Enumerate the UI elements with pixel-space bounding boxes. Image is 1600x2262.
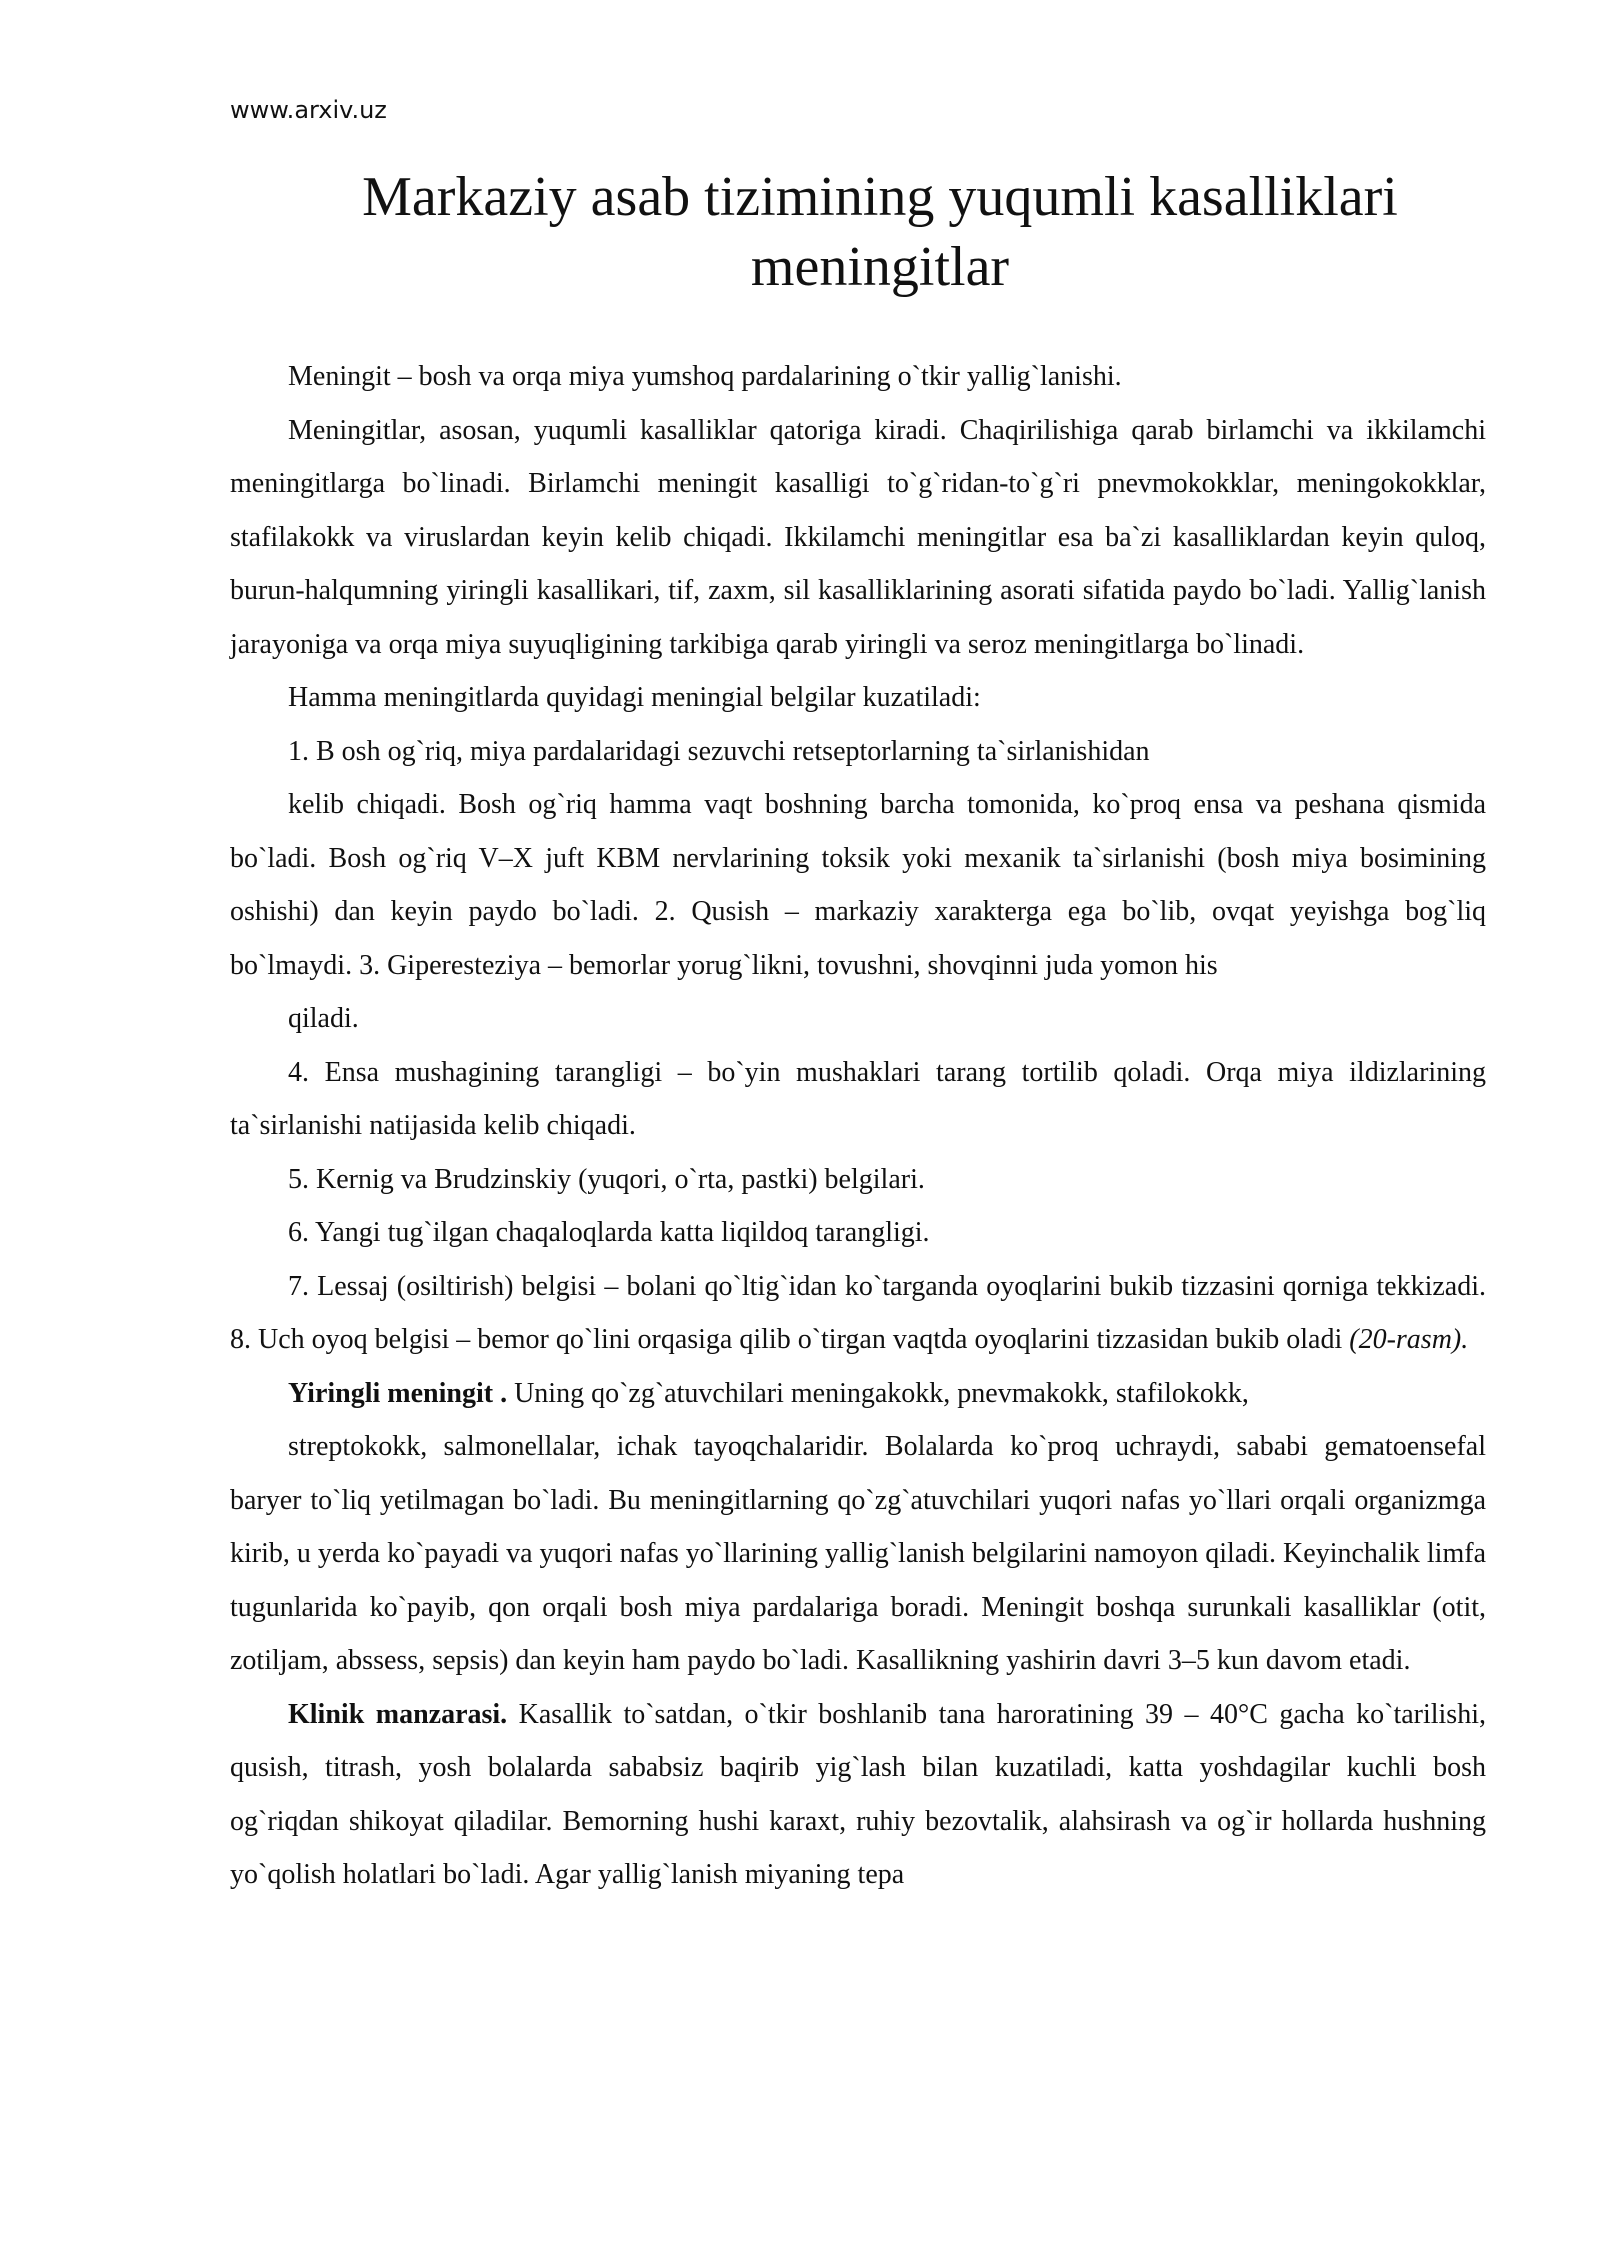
- paragraph: qiladi.: [288, 1003, 359, 1034]
- paragraph: [230, 1688, 1486, 1902]
- site-header: www.arxiv.uz: [230, 96, 387, 124]
- paragraph-text: Kasallik to`satdan, o`tkir boshlanib tana haroratining 39 – 40°C gacha ko`tarilishi, qusish, titrash, yosh bolalarda sababsiz baqirib yig`lash bilan kuzatiladi, katta yoshdagilar kuchli bosh og`riqdan shikoyat qiladilar. Bemorning hushi karaxt, ruhiy bezovtalik, alahsirash va og`ir hollarda hushning yo`qolish holatlari bo`ladi. Agar yallig`lanish miyaning tepa: [230, 1698, 1486, 1890]
- section-heading: Yiringli meningit .: [288, 1377, 508, 1409]
- paragraph: Hamma meningitlarda quyidagi meningial belgilar kuzatiladi:: [288, 682, 981, 713]
- list-item: 4. Ensa mushagining tarangligi – bo`yin mushaklari tarang tortilib qoladi. Orqa miya ildizlarining ta`sirlanishi natijasida kelib chiqadi.: [230, 1056, 1486, 1141]
- paragraph-text: Uning qo`zg`atuvchilari meningakokk, pnevmakokk, stafilokokk,: [514, 1377, 1249, 1409]
- list-item: 5. Kernig va Brudzinskiy (yuqori, o`rta, pastki) belgilari.: [288, 1163, 925, 1195]
- paragraph: [230, 1367, 1486, 1421]
- paragraph: Meningitlar, asosan, yuqumli kasalliklar qatoriga kiradi. Chaqirilishiga qarab birlamchi va ikkilamchi meningitlarga bo`linadi. Birlamchi meningit kasalligi to`g`ridan-to`g`ri pnevmokokklar, meningokokklar, stafilakokk va viruslardan keyin kelib chiqadi. Ikkilamchi meningitlar esa ba`zi kasalliklardan keyin quloq, burun-halqumning yiringli kasallikari, tif, zaxm, sil kasalliklarining asorati sifatida paydo bo`ladi. Yallig`lanish jarayoniga va orqa miya suyuqligining tarkibiga qarab yiringli va seroz meningitlarga bo`linadi.: [230, 414, 1486, 660]
- list-item: 1. B osh og`riq, miya pardalaridagi sezuvchi retseptorlarning ta`sirlanishidan: [288, 735, 1150, 767]
- list-item: 6. Yangi tug`ilgan chaqaloqlarda katta liqildoq tarangligi.: [288, 1217, 930, 1248]
- list-item: [230, 1260, 1486, 1367]
- document-title: Markaziy asab tizimining yuqumli kasalliklari meningitlar: [362, 166, 1398, 298]
- figure-reference: (20-rasm).: [1349, 1324, 1469, 1355]
- paragraph: kelib chiqadi. Bosh og`riq hamma vaqt boshning barcha tomonida, ko`proq ensa va peshana qismida bo`ladi. Bosh og`riq V–X juft KBM nervlarining toksik yoki mexanik ta`sirlanishi (bosh miya bosimining oshishi) dan keyin paydo bo`ladi. 2. Qusish – markaziy xarakterga ega bo`lib, ovqat yeyishga bog`liq bo`lmaydi. 3. Giperesteziya – bemorlar yorug`likni, tovushni, shovqinni juda yomon his: [230, 789, 1486, 981]
- list-item-text: 7. Lessaj (osiltirish) belgisi – bolani qo`ltig`idan ko`targanda oyoqlarini bukib tizzasini qorniga tekkizadi. 8. Uch oyoq belgisi – bemor qo`lini orqasiga qilib o`tirgan vaqtda oyoqlarini tizzasidan bukib oladi: [230, 1270, 1486, 1355]
- paragraph: Meningit – bosh va orqa miya yumshoq pardalarining o`tkir yallig`lanishi.: [288, 361, 1122, 392]
- paragraph: streptokokk, salmonellalar, ichak tayoqchalaridir. Bolalarda ko`proq uchraydi, sababi gematoensefal baryer to`liq yetilmagan bo`ladi. Bu meningitlarning qo`zg`atuvchilari yuqori nafas yo`llari orqali organizmga kirib, u yerda ko`payadi va yuqori nafas yo`llarining yallig`lanish belgilarini namoyon qiladi. Keyinchalik limfa tugunlarida ko`payib, qon orqali bosh miya pardalariga boradi. Meningit boshqa surunkali kasalliklar (otit, zotiljam, abssess, sepsis) dan keyin ham paydo bo`ladi. Kasallikning yashirin davri 3–5 kun davom etadi.: [230, 1431, 1486, 1676]
- document-body: [230, 350, 1486, 1902]
- section-heading: Klinik manzarasi.: [288, 1698, 508, 1730]
